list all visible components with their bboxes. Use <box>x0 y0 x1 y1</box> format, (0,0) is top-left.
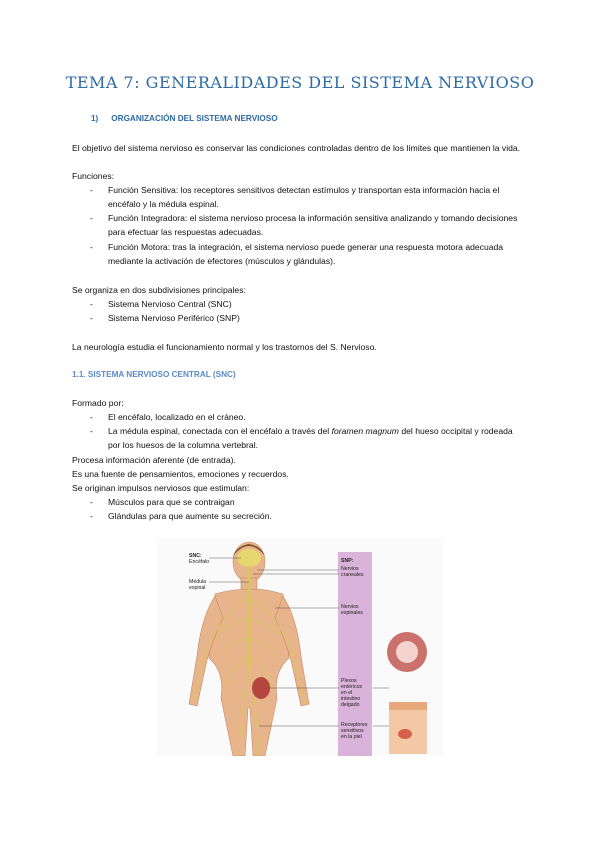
function-text: : los receptores sensitivos detectan estímulos y transportan esta información hacia el encéfalo y la médula espinal. <box>108 185 500 210</box>
label-spinal-1: Nervios <box>341 604 359 610</box>
formed-item-brain: El encéfalo, localizado en el cráneo. <box>108 412 246 422</box>
impulses-label: Se originan impulsos nerviosos que estimulan: <box>72 483 250 493</box>
impulse-muscles: Músculos para que se contraigan <box>108 497 235 507</box>
bullet-dash: - <box>90 213 93 223</box>
label-plexus-1: Plexos <box>341 678 357 684</box>
functions-label: Funciones: <box>72 171 115 181</box>
bullet-dash: - <box>90 313 93 323</box>
label-receptors-3: en la piel <box>341 734 362 740</box>
bullet-dash: - <box>90 511 93 521</box>
function-term: Función Integradora <box>108 213 185 223</box>
formed-item-cord-rest: del hueso occipital y rodeada por los huesos de la columna vertebral. <box>108 426 513 451</box>
bullet-dash: - <box>90 426 93 436</box>
nervous-system-figure <box>157 538 443 756</box>
impulse-glands: Glándulas para que aumente su secreción. <box>108 511 272 521</box>
foramen-term: foramen magnum <box>331 426 399 436</box>
page-title: TEMA 7: GENERALIDADES DEL SISTEMA NERVIOSO <box>65 73 535 92</box>
subdivision-snc: Sistema Nervioso Central (SNC) <box>108 299 232 309</box>
bullet-dash: - <box>90 497 93 507</box>
label-snp-title: SNP: <box>341 558 354 564</box>
label-plexus-4: intestino <box>341 696 361 702</box>
label-medula-2: espinal <box>189 585 206 591</box>
neurology-paragraph: La neurología estudia el funcionamiento normal y los trastornos del S. Nervioso. <box>72 342 377 352</box>
bullet-dash: - <box>90 242 93 252</box>
label-receptors-1: Receptores <box>341 722 368 728</box>
section-heading-1-1: 1.1. SISTEMA NERVIOSO CENTRAL (SNC) <box>72 370 236 379</box>
label-cranial-1: Nervios <box>341 566 359 572</box>
label-medula-1: Médula <box>189 579 207 585</box>
label-snc-title: SNC: <box>189 553 202 559</box>
bullet-dash: - <box>90 412 93 422</box>
subdivision-snp: Sistema Nervioso Periférico (SNP) <box>108 313 240 323</box>
label-cranial-2: craneales <box>341 572 364 578</box>
label-encefalo: Encéfalo <box>189 559 210 565</box>
section-heading-1 <box>91 114 278 123</box>
formed-item-cord: La médula espinal, conectada con el encéfalo a través del <box>108 426 332 436</box>
label-plexus-2: entéricos <box>341 684 363 690</box>
label-receptors-2: sensitivos <box>341 728 364 734</box>
label-spinal-2: espinales <box>341 610 363 616</box>
section-title: ORGANIZACIÓN DEL SISTEMA NERVIOSO <box>111 114 278 123</box>
function-term: Función Motora <box>108 242 168 252</box>
function-text: : el sistema nervioso procesa la información sensitiva analizando y tomando decisiones para efectuar las respuestas adecuadas. <box>108 213 518 238</box>
label-plexus-5: delgado <box>341 702 360 708</box>
bullet-dash: - <box>90 299 93 309</box>
intestine-icon <box>252 677 270 699</box>
bullet-dash: - <box>90 185 93 195</box>
formed-label: Formado por: <box>72 398 124 408</box>
label-plexus-3: en el <box>341 690 353 696</box>
subdivisions-label: Se organiza en dos subdivisiones principales: <box>72 285 246 295</box>
function-term: Función Sensitiva <box>108 185 176 195</box>
source-paragraph: Es una fuente de pensamientos, emociones y recuerdos. <box>72 469 289 479</box>
nervous-system-illustration <box>157 538 443 756</box>
section-number: 1) <box>91 114 99 123</box>
function-text: : tras la integración, el sistema nervioso puede generar una respuesta motora adecuada mediante la activación de efectores (músculos y glándulas). <box>108 242 504 267</box>
afferent-paragraph: Procesa información aferente (de entrada). <box>72 455 236 465</box>
intro-paragraph: El objetivo del sistema nervioso es conservar las condiciones controladas dentro de los límites que mantienen la vida. <box>72 143 521 153</box>
